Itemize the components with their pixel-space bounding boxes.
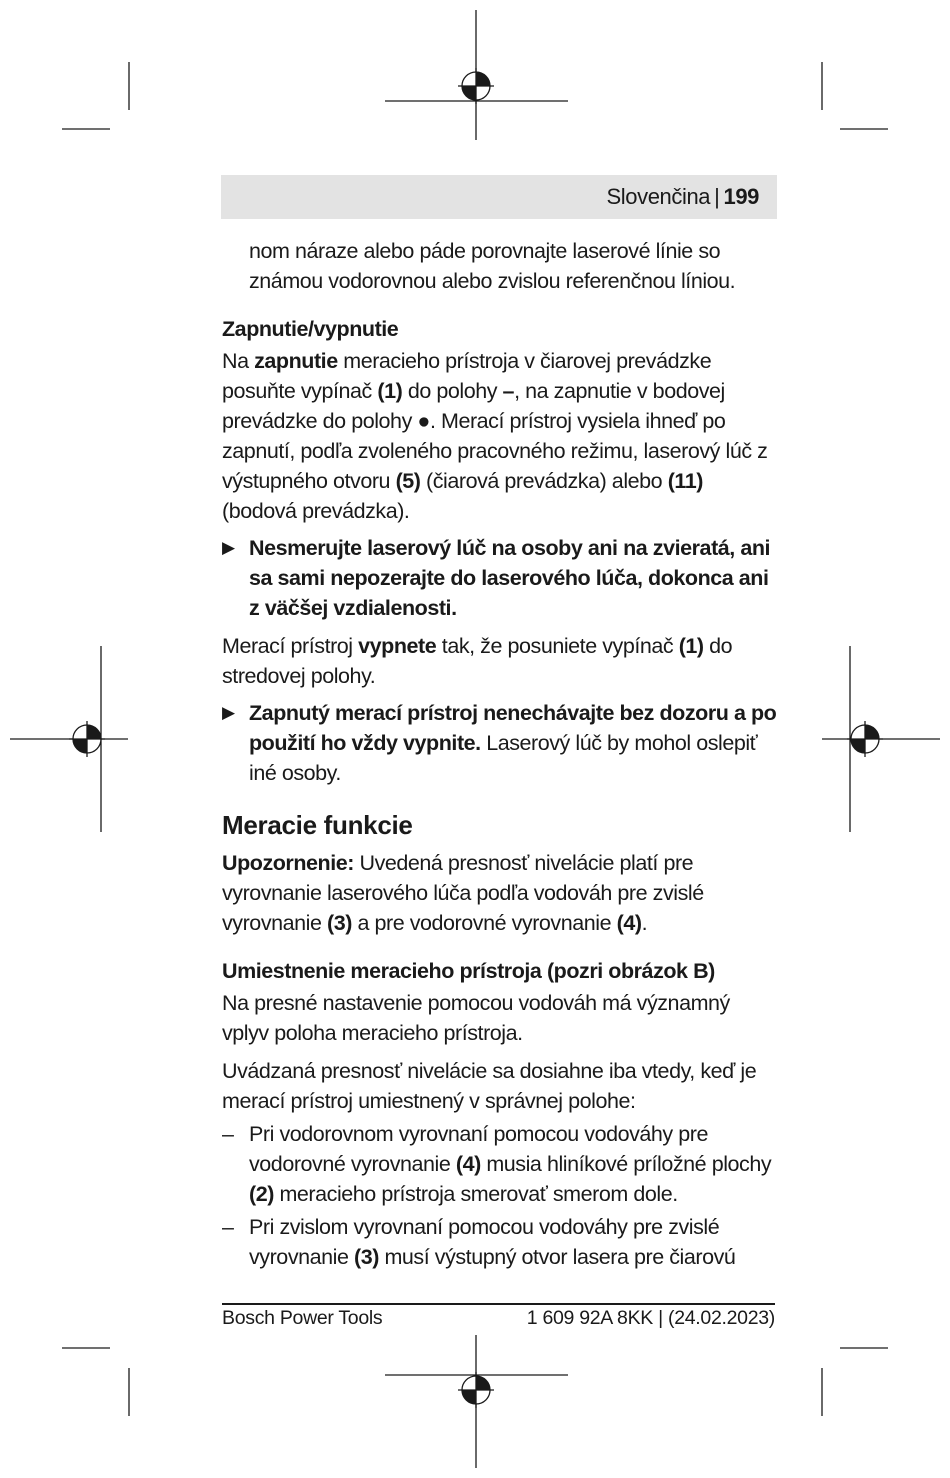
page-header <box>221 175 777 219</box>
footer-publisher: Bosch Power Tools <box>222 1307 383 1329</box>
onoff-paragraph-1: Na zapnutie meracieho prístroja v čiarovej prevádzke posuňte vypínač (1) do polohy –, na zapnutie v bodovej prevádzke do polohy ●. Merací prístroj vysiela ihneď po zapnutí, podľa zvoleného pracovného režimu, laserový lúč z výstupného otvoru (5) (čiarová prevádzka) alebo (11) (bodová prevádzka). <box>222 349 768 523</box>
registration-mark-bottom <box>458 1372 494 1408</box>
sub-heading-placement: Umiestnenie meracieho prístroja (pozri obrázok B) <box>222 959 715 983</box>
header-separator: | <box>714 184 720 209</box>
safety-warning-1: ▶ Nesmerujte laserový lúč na osoby ani na zvieratá, ani sa sami nepozerajte do laserového lúča, dokonca ani z väčšej vzdialenosti. <box>222 533 778 623</box>
list-item: – Pri vodorovnom vyrovnaní pomocou vodováhy pre vodorovné vyrovnanie (4) musia hliníkové príložné plochy (2) meracieho prístroja smerovať smerom dole. <box>222 1119 778 1209</box>
note-paragraph: Upozornenie: Uvedená presnosť nivelácie platí pre vyrovnanie laserového lúča podľa vodováh pre zvislé vyrovnanie (3) a pre vodorovné vyrovnanie (4). <box>222 851 704 935</box>
registration-mark-left <box>69 721 105 757</box>
placement-paragraph-1: Na presné nastavenie pomocou vodováh má významný vplyv poloha meracieho prístroja. <box>222 991 730 1045</box>
warning-arrow-icon: ▶ <box>222 538 235 557</box>
dash-marker: – <box>222 1215 234 1239</box>
placement-paragraph-2: Uvádzaná presnosť nivelácie sa dosiahne iba vtedy, keď je merací prístroj umiestnený v správnej polohe: <box>222 1059 757 1113</box>
page-footer <box>222 1303 775 1330</box>
section-heading-functions: Meracie funkcie <box>222 810 413 840</box>
safety-warning-2: ▶ Zapnutý merací prístroj nenechávajte bez dozoru a po použití ho vždy vypnite. Laserový lúč by mohol oslepiť iné osoby. <box>222 698 778 788</box>
section-heading-onoff: Zapnutie/vypnutie <box>222 317 399 341</box>
list-item: – Pri zvislom vyrovnaní pomocou vodováhy pre zvislé vyrovnanie (3) musí výstupný otvor lasera pre čiarovú <box>222 1212 778 1272</box>
dot-symbol: ● <box>417 409 430 433</box>
page-content <box>222 236 778 1272</box>
intro-paragraph: nom náraze alebo páde porovnajte laserové línie so známou vodorovnou alebo zvislou referenčnou líniou. <box>249 239 736 293</box>
header-language: Slovenčina <box>606 184 711 209</box>
registration-mark-top <box>458 68 494 104</box>
page-number: 199 <box>723 184 759 209</box>
registration-mark-right <box>847 721 883 757</box>
onoff-paragraph-2: Merací prístroj vypnete tak, že posuniete vypínač (1) do stredovej polohy. <box>222 634 733 688</box>
dash-marker: – <box>222 1122 234 1146</box>
footer-doc-id: 1 609 92A 8KK | (24.02.2023) <box>526 1307 775 1329</box>
warning-arrow-icon: ▶ <box>222 703 235 722</box>
